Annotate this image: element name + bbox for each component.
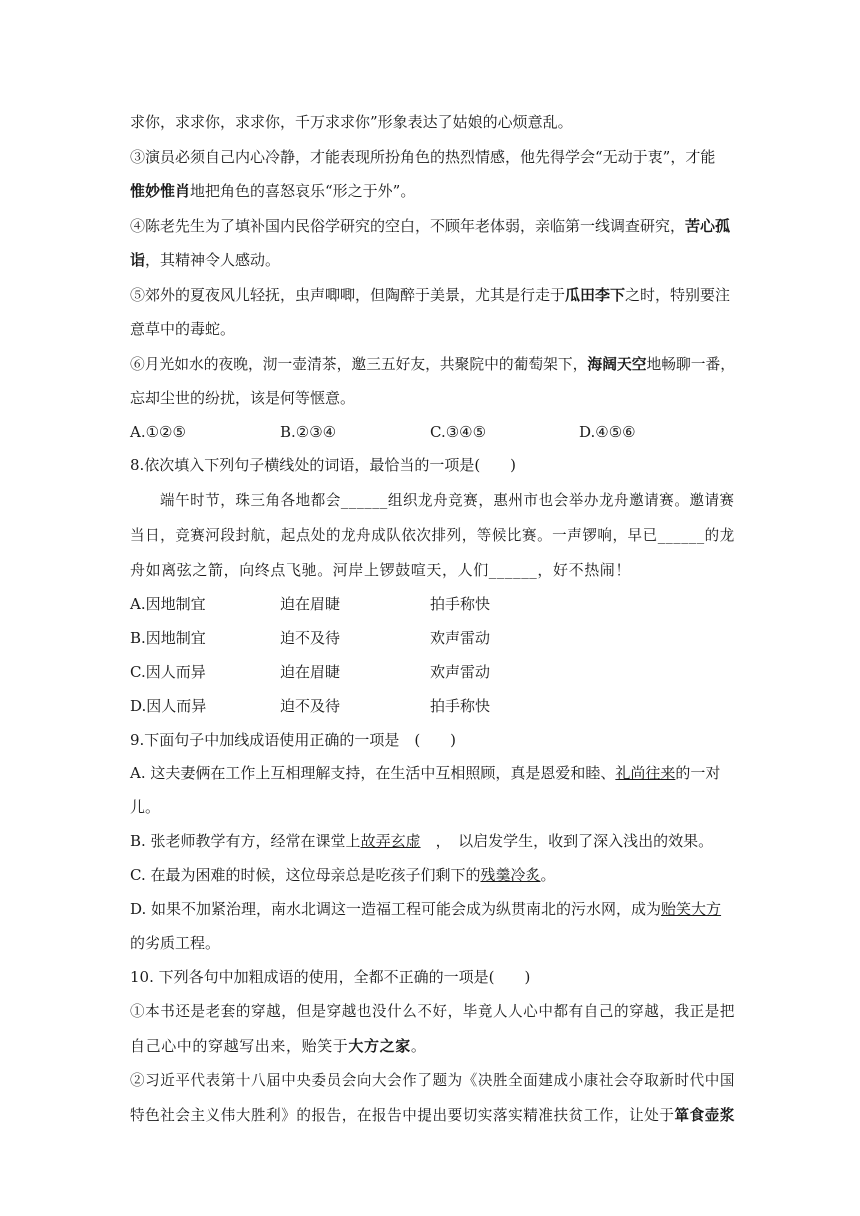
bold-idiom: 惟妙惟肖 (130, 182, 191, 200)
underlined-idiom: 故弄玄虚 (360, 832, 421, 850)
q7-option-c: C.③④⑤ (430, 423, 487, 441)
q10-sentence-1-line-1: ①本书还是老套的穿越，但是穿越也没什么不好，毕竟人人心中都有自己的穿越，我正是把 (130, 1002, 736, 1020)
underlined-idiom: 残羹冷炙 (480, 866, 541, 884)
q7-continuation: 求你，求求你，求求你，千万求求你”形象表达了姑娘的心烦意乱。 (130, 113, 573, 131)
q7-sentence-6-line-1: ⑥月光如水的夜晚，沏一壶清茶，邀三五好友，共聚院中的葡萄架下，海阔天空地畅聊一番， (130, 355, 736, 373)
q8-passage-line-2: 当日，竞赛河段封航，起点处的龙舟成队依次排列，等候比赛。一声锣响，早已______的龙 (130, 526, 735, 544)
q9-option-c: C. 在最为困难的时候，这位母亲总是吃孩子们剩下的残羹冷炙。 (130, 866, 556, 884)
q10-sentence-2-line-1: ②习近平代表第十八届中央委员会向大会作了题为《决胜全面建成小康社会夺取新时代中国 (130, 1071, 736, 1089)
q8-option-a-3: 拍手称快 (430, 595, 491, 613)
q7-option-b: B.②③④ (280, 423, 337, 441)
q8-option-c-3: 欢声雷动 (430, 663, 491, 681)
q9-option-a-line-2: 儿。 (130, 798, 161, 816)
bold-idiom: 箪食壶浆 (674, 1106, 736, 1124)
q9-option-d-line-1: D. 如果不加紧治理，南水北调这一造福工程可能会成为纵贯南北的污水网，成为贻笑大方 (130, 900, 722, 918)
q10-stem: 10. 下列各句中加粗成语的使用，全都不正确的一项是( ) (130, 968, 531, 986)
q7-option-a: A.①②⑤ (130, 423, 186, 441)
q8-option-d-1: D.因人而异 (130, 697, 207, 715)
q8-option-a-1: A.因地制宜 (130, 595, 206, 613)
q8-option-a-2: 迫在眉睫 (280, 595, 341, 613)
q7-option-d: D.④⑤⑥ (579, 423, 636, 441)
q8-passage-line-3: 舟如离弦之箭，向终点飞驰。河岸上锣鼓喧天，人们______，好不热闹！ (130, 561, 632, 579)
q9-option-a-line-1: A. 这夫妻俩在工作上互相理解支持，在生活中互相照顾，真是恩爱和睦、礼尚往来的一对 (130, 764, 721, 782)
bold-idiom: 诣 (130, 251, 146, 269)
q8-option-d-3: 拍手称快 (430, 697, 491, 715)
q8-passage-line-1: 端午时节，珠三角各地都会______组织龙舟竞赛，惠州市也会举办龙舟邀请赛。邀请赛 (160, 491, 735, 509)
q7-sentence-6-line-2: 忘却尘世的纷扰，该是何等惬意。 (130, 389, 356, 407)
q8-option-b-2: 迫不及待 (280, 629, 341, 647)
q8-option-c-1: C.因人而异 (130, 663, 206, 681)
q8-stem: 8.依次填入下列句子横线处的词语，最恰当的一项是( ) (130, 456, 517, 474)
q8-option-b-3: 欢声雷动 (430, 629, 491, 647)
underlined-idiom: 礼尚往来 (615, 764, 676, 782)
bold-idiom: 大方之家 (348, 1037, 411, 1055)
q9-option-b: B. 张老师教学有方，经常在课堂上故弄玄虚 ， 以启发学生，收到了深入浅出的效果。 (130, 832, 714, 850)
q7-sentence-5-line-1: ⑤郊外的夏夜风儿轻抚，虫声唧唧，但陶醉于美景，尤其是行走于瓜田李下之时，特别要注 (130, 286, 731, 304)
q9-stem: 9.下面句子中加线成语使用正确的一项是 ( ) (130, 731, 457, 749)
bold-idiom: 瓜田李下 (565, 286, 626, 304)
q7-sentence-4-line-1: ④陈老先生为了填补国内民俗学研究的空白，不顾年老体弱，亲临第一线调查研究，苦心孤 (130, 217, 731, 235)
q8-option-d-2: 迫不及待 (280, 697, 341, 715)
bold-idiom: 海阔天空 (587, 355, 647, 373)
q7-sentence-5-line-2: 意草中的毒蛇。 (130, 320, 236, 338)
underlined-idiom: 贻笑大方 (661, 900, 722, 918)
q7-sentence-4-line-2: 诣，其精神令人感动。 (130, 251, 281, 269)
bold-idiom: 苦心孤 (685, 217, 731, 235)
q7-sentence-3-line-2: 惟妙惟肖地把角色的喜怒哀乐“形之于外”。 (130, 182, 416, 200)
q9-option-d-line-2: 的劣质工程。 (130, 934, 221, 952)
q8-option-b-1: B.因地制宜 (130, 629, 206, 647)
q7-sentence-3-line-1: ③演员必须自己内心冷静，才能表现所扮角色的热烈情感，他先得学会“无动于衷”，才能 (130, 148, 716, 166)
q8-option-c-2: 迫在眉睫 (280, 663, 341, 681)
q10-sentence-1-line-2: 自己心中的穿越写出来，贻笑于大方之家。 (130, 1037, 427, 1055)
q10-sentence-2-line-2: 特色社会主义伟大胜利》的报告，在报告中提出要切实落实精准扶贫工作，让处于箪食壶浆 (130, 1106, 736, 1124)
